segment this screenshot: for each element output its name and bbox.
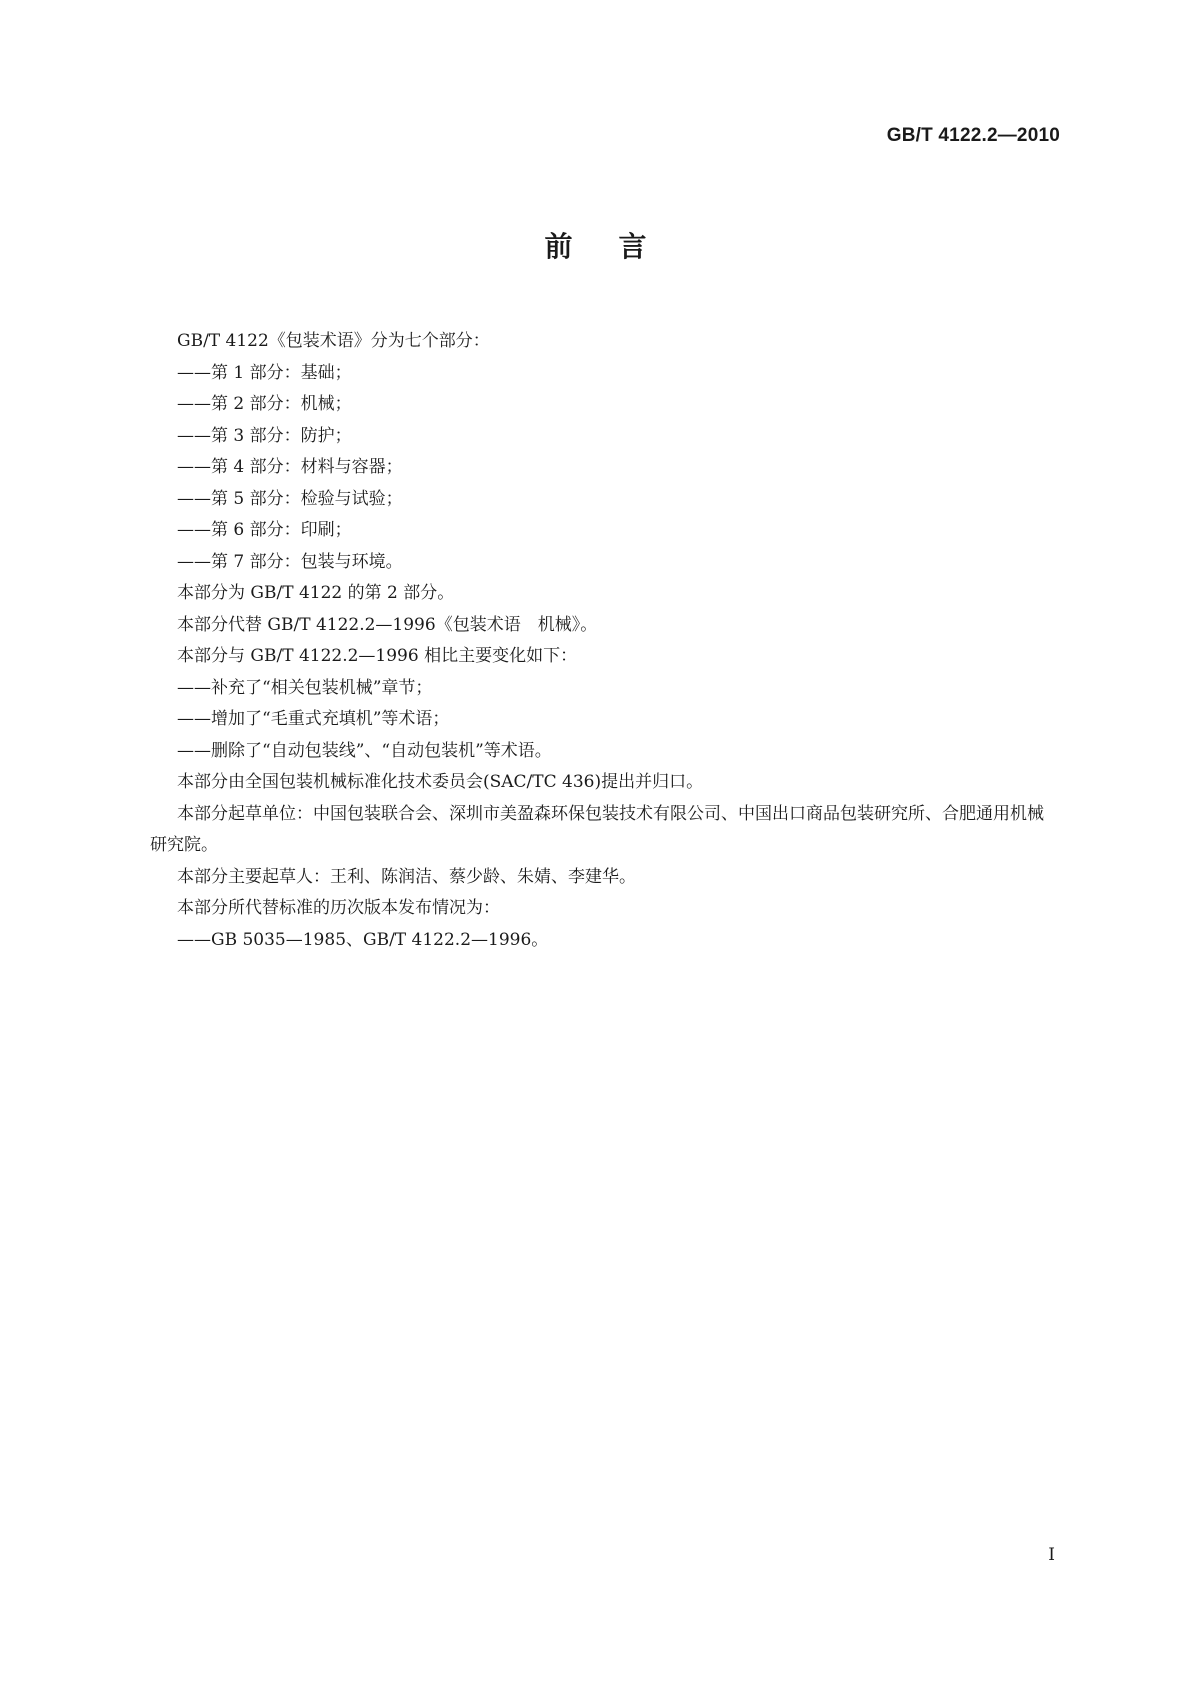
list-item-part-3: ——第 3 部分：防护； xyxy=(177,425,352,446)
list-item-part-5: ——第 5 部分：检验与试验； xyxy=(177,488,403,509)
list-item-change-3: ——删除了“自动包装线”、“自动包装机”等术语。 xyxy=(177,740,552,761)
list-item-change-1: ——补充了“相关包装机械”章节； xyxy=(177,677,433,698)
foreword-body xyxy=(150,326,1060,956)
paragraph-drafting-units: 本部分起草单位：中国包装联合会、深圳市美盈森环保包装技术有限公司、中国出口商品包装研究所、合肥通用机械研究院。 xyxy=(150,803,1044,855)
list-item-part-1: ——第 1 部分：基础； xyxy=(177,362,352,383)
paragraph-history: 本部分所代替标准的历次版本发布情况为： xyxy=(177,898,500,918)
paragraph-replaces: 本部分代替 GB/T 4122.2—1996《包装术语 机械》。 xyxy=(177,614,598,635)
paragraph-drafters: 本部分主要起草人：王利、陈润洁、蔡少龄、朱婧、李建华。 xyxy=(177,866,636,887)
standard-code-header: GB/T 4122.2—2010 xyxy=(886,125,1060,146)
list-item-change-2: ——增加了“毛重式充填机”等术语； xyxy=(177,709,450,729)
paragraph-part-statement: 本部分为 GB/T 4122 的第 2 部分。 xyxy=(177,583,455,603)
page-title: 前言 xyxy=(544,230,693,263)
list-item-history: ——GB 5035—1985、GB/T 4122.2—1996。 xyxy=(177,929,549,950)
paragraph-intro: GB/T 4122《包装术语》分为七个部分： xyxy=(177,331,490,351)
paragraph-proposer: 本部分由全国包装机械标准化技术委员会(SAC/TC 436)提出并归口。 xyxy=(177,772,704,792)
paragraph-changes: 本部分与 GB/T 4122.2—1996 相比主要变化如下： xyxy=(177,646,578,666)
list-item-part-2: ——第 2 部分：机械； xyxy=(177,394,352,414)
list-item-part-7: ——第 7 部分：包装与环境。 xyxy=(177,551,403,572)
page-number: I xyxy=(1048,1545,1055,1565)
list-item-part-4: ——第 4 部分：材料与容器； xyxy=(177,457,403,477)
list-item-part-6: ——第 6 部分：印刷； xyxy=(177,520,352,540)
